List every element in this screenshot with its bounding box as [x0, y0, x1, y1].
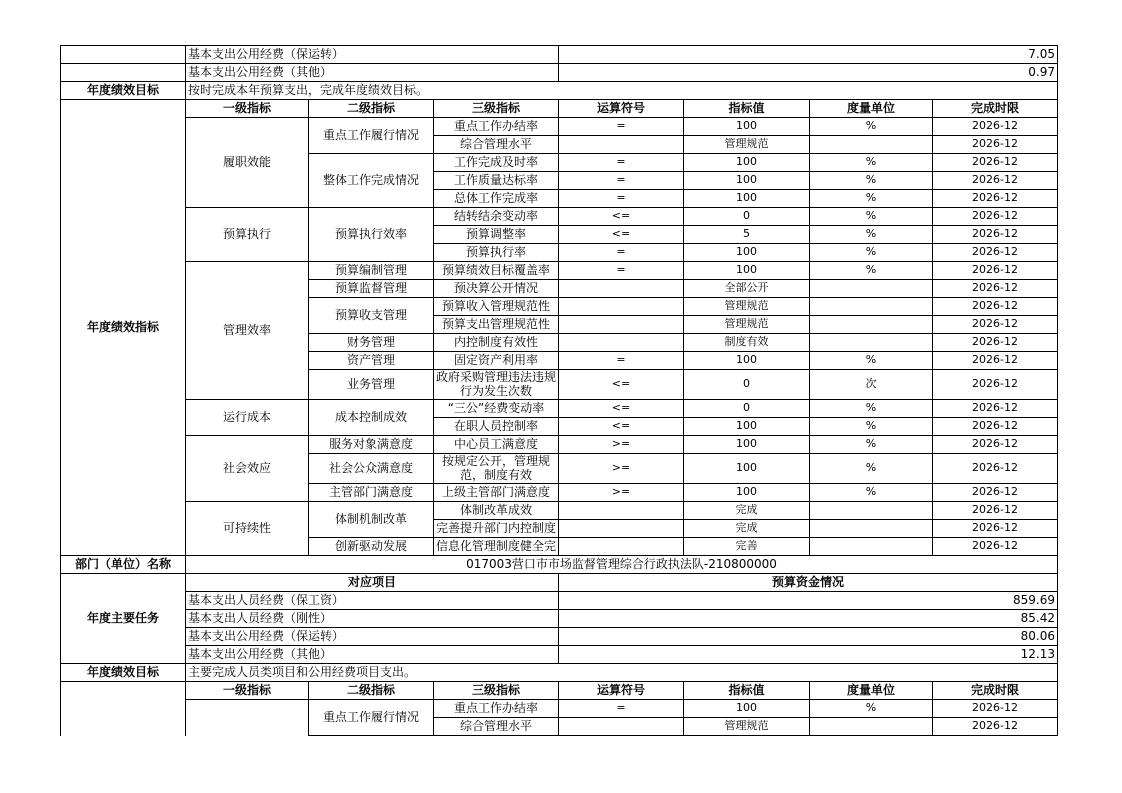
indicator-value: 管理规范	[684, 298, 810, 316]
column-header: 指标值	[684, 682, 810, 700]
deadline: 2026-12	[933, 190, 1058, 208]
fund-item: 基本支出公用经费（保运转）	[186, 628, 559, 646]
level2-indicator: 业务管理	[309, 370, 434, 400]
level3-indicator: “三公”经费变动率	[434, 400, 559, 418]
table-row	[61, 400, 1058, 418]
operator: >=	[559, 454, 684, 484]
operator: =	[559, 352, 684, 370]
level3-indicator: 重点工作办结率	[434, 118, 559, 136]
level2-indicator: 预算监督管理	[309, 280, 434, 298]
unit: %	[810, 352, 933, 370]
operator: <=	[559, 208, 684, 226]
level3-indicator: 体制改革成效	[434, 502, 559, 520]
unit	[810, 136, 933, 154]
indicator-value: 100	[684, 700, 810, 718]
indicator-value: 完成	[684, 520, 810, 538]
level2-indicator: 预算收支管理	[309, 298, 434, 334]
table-row	[61, 46, 1058, 64]
level3-indicator: 预算执行率	[434, 244, 559, 262]
operator: =	[559, 190, 684, 208]
unit	[810, 520, 933, 538]
unit: 次	[810, 370, 933, 400]
deadline: 2026-12	[933, 484, 1058, 502]
operator: =	[559, 118, 684, 136]
table-row	[61, 502, 1058, 520]
unit	[810, 298, 933, 316]
level2-indicator: 整体工作完成情况	[309, 154, 434, 208]
indicator-value: 完成	[684, 502, 810, 520]
indicator-value: 100	[684, 262, 810, 280]
deadline: 2026-12	[933, 418, 1058, 436]
budget-performance-sheet	[60, 45, 1058, 736]
operator	[559, 334, 684, 352]
level1-indicator	[186, 700, 309, 736]
unit: %	[810, 172, 933, 190]
annual-goal-label: 年度绩效目标	[61, 82, 186, 100]
indicator-value: 100	[684, 436, 810, 454]
column-header: 二级指标	[309, 100, 434, 118]
performance-table	[60, 45, 1058, 736]
unit: %	[810, 154, 933, 172]
table-row	[61, 556, 1058, 574]
indicator-value: 管理规范	[684, 316, 810, 334]
indicator-value: 0	[684, 370, 810, 400]
indicator-value: 100	[684, 418, 810, 436]
deadline: 2026-12	[933, 454, 1058, 484]
table-row	[61, 646, 1058, 664]
fund-item: 基本支出公用经费（保运转）	[186, 46, 559, 64]
deadline: 2026-12	[933, 520, 1058, 538]
deadline: 2026-12	[933, 316, 1058, 334]
unit: %	[810, 226, 933, 244]
indicator-value: 100	[684, 154, 810, 172]
level3-indicator: 重点工作办结率	[434, 700, 559, 718]
column-header: 运算符号	[559, 682, 684, 700]
operator: =	[559, 700, 684, 718]
operator: >=	[559, 484, 684, 502]
unit	[810, 316, 933, 334]
operator: =	[559, 244, 684, 262]
indicator-value: 制度有效	[684, 334, 810, 352]
table-row	[61, 436, 1058, 454]
budget-status-header: 预算资金情况	[559, 574, 1058, 592]
operator	[559, 316, 684, 334]
level1-indicator: 预算执行	[186, 208, 309, 262]
deadline: 2026-12	[933, 118, 1058, 136]
annual-goal-text: 主要完成人员类项目和公用经费项目支出。	[186, 664, 1058, 682]
operator	[559, 718, 684, 736]
operator: <=	[559, 370, 684, 400]
indicator-value: 管理规范	[684, 718, 810, 736]
indicator-value: 全部公开	[684, 280, 810, 298]
fund-amount: 7.05	[559, 46, 1058, 64]
level3-indicator: 固定资产利用率	[434, 352, 559, 370]
operator	[559, 298, 684, 316]
deadline: 2026-12	[933, 262, 1058, 280]
deadline: 2026-12	[933, 334, 1058, 352]
level2-indicator: 财务管理	[309, 334, 434, 352]
level2-indicator: 预算编制管理	[309, 262, 434, 280]
corresponding-item-header: 对应项目	[186, 574, 559, 592]
indicator-value: 0	[684, 208, 810, 226]
level3-indicator: 预算绩效目标覆盖率	[434, 262, 559, 280]
column-header: 一级指标	[186, 682, 309, 700]
level1-indicator: 可持续性	[186, 502, 309, 556]
operator	[559, 538, 684, 556]
operator: =	[559, 172, 684, 190]
level3-indicator: 工作完成及时率	[434, 154, 559, 172]
unit	[810, 502, 933, 520]
column-header: 二级指标	[309, 682, 434, 700]
deadline: 2026-12	[933, 244, 1058, 262]
operator	[559, 502, 684, 520]
level2-indicator: 主管部门满意度	[309, 484, 434, 502]
column-header: 完成时限	[933, 100, 1058, 118]
level1-indicator: 社会效应	[186, 436, 309, 502]
table-row	[61, 682, 1058, 700]
unit: %	[810, 454, 933, 484]
fund-item: 基本支出公用经费（其他）	[186, 64, 559, 82]
column-header: 三级指标	[434, 100, 559, 118]
level3-indicator: 预算调整率	[434, 226, 559, 244]
level3-indicator: 内控制度有效性	[434, 334, 559, 352]
deadline: 2026-12	[933, 352, 1058, 370]
table-row	[61, 700, 1058, 718]
unit: %	[810, 436, 933, 454]
table-row	[61, 262, 1058, 280]
operator: <=	[559, 400, 684, 418]
deadline: 2026-12	[933, 370, 1058, 400]
table-row	[61, 100, 1058, 118]
deadline: 2026-12	[933, 172, 1058, 190]
annual-indicators-label: 年度绩效指标	[61, 100, 186, 556]
operator: >=	[559, 436, 684, 454]
deadline: 2026-12	[933, 154, 1058, 172]
level3-indicator: 结转结余变动率	[434, 208, 559, 226]
level2-indicator: 成本控制成效	[309, 400, 434, 436]
table-row	[61, 118, 1058, 136]
table-row	[61, 82, 1058, 100]
deadline: 2026-12	[933, 700, 1058, 718]
unit: %	[810, 700, 933, 718]
indicator-value: 5	[684, 226, 810, 244]
fund-amount: 80.06	[559, 628, 1058, 646]
indicator-value: 100	[684, 172, 810, 190]
level2-indicator: 资产管理	[309, 352, 434, 370]
indicator-value: 100	[684, 118, 810, 136]
level3-indicator: 按规定公开，管理规范，制度有效	[434, 454, 559, 484]
indicator-value: 100	[684, 190, 810, 208]
level2-indicator: 重点工作履行情况	[309, 700, 434, 736]
level3-indicator: 综合管理水平	[434, 136, 559, 154]
unit: %	[810, 400, 933, 418]
deadline: 2026-12	[933, 280, 1058, 298]
level3-indicator: 综合管理水平	[434, 718, 559, 736]
operator	[559, 280, 684, 298]
level3-indicator: 预算支出管理规范性	[434, 316, 559, 334]
unit: %	[810, 190, 933, 208]
level3-indicator: 上级主管部门满意度	[434, 484, 559, 502]
column-header: 一级指标	[186, 100, 309, 118]
deadline: 2026-12	[933, 502, 1058, 520]
indicator-value: 完善	[684, 538, 810, 556]
label-cell-empty	[61, 682, 186, 736]
deadline: 2026-12	[933, 718, 1058, 736]
table-row	[61, 628, 1058, 646]
operator: <=	[559, 418, 684, 436]
level3-indicator: 预算收入管理规范性	[434, 298, 559, 316]
column-header: 指标值	[684, 100, 810, 118]
level3-indicator: 中心员工满意度	[434, 436, 559, 454]
unit	[810, 280, 933, 298]
operator	[559, 136, 684, 154]
operator: <=	[559, 226, 684, 244]
unit: %	[810, 208, 933, 226]
indicator-value: 100	[684, 484, 810, 502]
table-row	[61, 574, 1058, 592]
deadline: 2026-12	[933, 136, 1058, 154]
annual-goal-text: 按时完成本年预算支出，完成年度绩效目标。	[186, 82, 1058, 100]
level2-indicator: 社会公众满意度	[309, 454, 434, 484]
level3-indicator: 完善提升部门内控制度	[434, 520, 559, 538]
level2-indicator: 服务对象满意度	[309, 436, 434, 454]
deadline: 2026-12	[933, 226, 1058, 244]
level2-indicator: 预算执行效率	[309, 208, 434, 262]
unit	[810, 538, 933, 556]
annual-tasks-label: 年度主要任务	[61, 574, 186, 664]
table-row	[61, 208, 1058, 226]
table-row	[61, 610, 1058, 628]
indicator-value: 100	[684, 244, 810, 262]
level3-indicator: 预决算公开情况	[434, 280, 559, 298]
fund-item: 基本支出人员经费（刚性）	[186, 610, 559, 628]
deadline: 2026-12	[933, 436, 1058, 454]
fund-amount: 12.13	[559, 646, 1058, 664]
indicator-value: 管理规范	[684, 136, 810, 154]
level1-indicator: 运行成本	[186, 400, 309, 436]
unit: %	[810, 118, 933, 136]
unit: %	[810, 484, 933, 502]
operator: =	[559, 154, 684, 172]
indicator-value: 0	[684, 400, 810, 418]
deadline: 2026-12	[933, 538, 1058, 556]
operator: =	[559, 262, 684, 280]
level3-indicator: 总体工作完成率	[434, 190, 559, 208]
dept-name-value: 017003营口市市场监督管理综合行政执法队-210800000	[186, 556, 1058, 574]
table-row	[61, 592, 1058, 610]
level3-indicator: 政府采购管理违法违规行为发生次数	[434, 370, 559, 400]
level2-indicator: 创新驱动发展	[309, 538, 434, 556]
label-cell-empty	[61, 64, 186, 82]
column-header: 三级指标	[434, 682, 559, 700]
fund-item: 基本支出人员经费（保工资）	[186, 592, 559, 610]
deadline: 2026-12	[933, 400, 1058, 418]
level3-indicator: 在职人员控制率	[434, 418, 559, 436]
fund-amount: 859.69	[559, 592, 1058, 610]
column-header: 度量单位	[810, 100, 933, 118]
level1-indicator: 履职效能	[186, 118, 309, 208]
operator	[559, 520, 684, 538]
level1-indicator: 管理效率	[186, 262, 309, 400]
unit	[810, 718, 933, 736]
annual-goal-label: 年度绩效目标	[61, 664, 186, 682]
unit: %	[810, 244, 933, 262]
unit: %	[810, 418, 933, 436]
level3-indicator: 信息化管理制度健全完	[434, 538, 559, 556]
table-row	[61, 64, 1058, 82]
unit	[810, 334, 933, 352]
fund-item: 基本支出公用经费（其他）	[186, 646, 559, 664]
level2-indicator: 体制机制改革	[309, 502, 434, 538]
column-header: 运算符号	[559, 100, 684, 118]
fund-amount: 85.42	[559, 610, 1058, 628]
fund-amount: 0.97	[559, 64, 1058, 82]
deadline: 2026-12	[933, 298, 1058, 316]
level2-indicator: 重点工作履行情况	[309, 118, 434, 154]
indicator-value: 100	[684, 454, 810, 484]
level3-indicator: 工作质量达标率	[434, 172, 559, 190]
dept-name-label: 部门（单位）名称	[61, 556, 186, 574]
label-cell-empty	[61, 46, 186, 64]
deadline: 2026-12	[933, 208, 1058, 226]
indicator-value: 100	[684, 352, 810, 370]
column-header: 度量单位	[810, 682, 933, 700]
column-header: 完成时限	[933, 682, 1058, 700]
unit: %	[810, 262, 933, 280]
table-row	[61, 664, 1058, 682]
